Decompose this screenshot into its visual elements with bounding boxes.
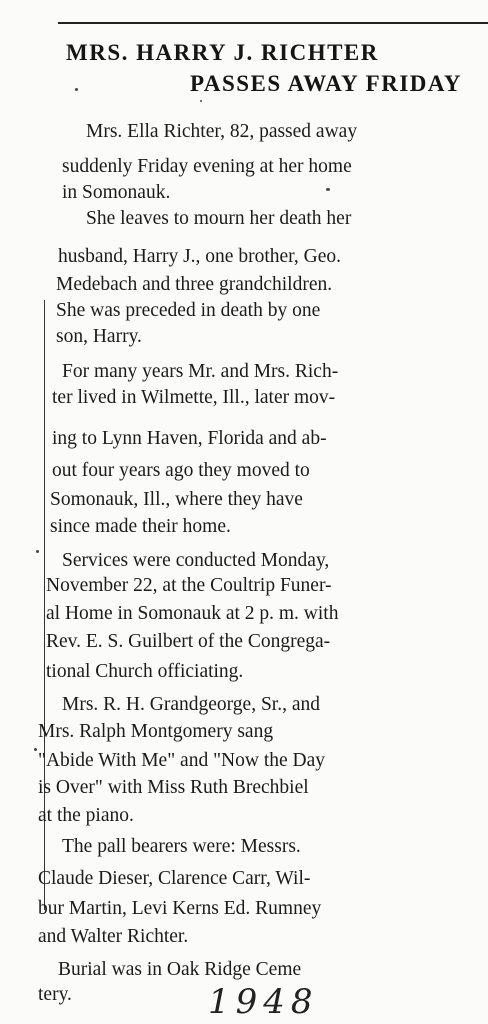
ink-speck bbox=[36, 550, 39, 553]
article-line: at the piano. bbox=[38, 805, 134, 826]
article-line: November 22, at the Coultrip Funer- bbox=[46, 575, 332, 596]
handwritten-year: 1948 bbox=[208, 982, 319, 1022]
ink-speck bbox=[75, 88, 78, 91]
article-line: husband, Harry J., one brother, Geo. bbox=[58, 246, 341, 267]
article-line: Medebach and three grandchildren. bbox=[56, 274, 333, 295]
article-line: tery. bbox=[38, 984, 72, 1005]
article-line: tional Church officiating. bbox=[46, 661, 244, 682]
headline-line-2: PASSES AWAY FRIDAY bbox=[190, 71, 462, 96]
article-line: and Walter Richter. bbox=[38, 926, 189, 947]
article-line: out four years ago they moved to bbox=[52, 460, 310, 481]
article-line: Burial was in Oak Ridge Ceme bbox=[58, 959, 302, 980]
article-line: is Over" with Miss Ruth Brechbiel bbox=[38, 777, 309, 798]
article-line: in Somonauk. bbox=[62, 182, 171, 203]
article-line: She was preceded in death by one bbox=[56, 300, 321, 321]
article-line: Services were conducted Monday, bbox=[62, 550, 330, 571]
article-line: bur Martin, Levi Kerns Ed. Rumney bbox=[38, 898, 322, 919]
article-line: Rev. E. S. Guilbert of the Congrega- bbox=[46, 631, 331, 652]
article-line: She leaves to mourn her death her bbox=[86, 208, 352, 229]
article-line: Claude Dieser, Clarence Carr, Wil- bbox=[38, 868, 311, 889]
article-line: ter lived in Wilmette, Ill., later mov- bbox=[52, 387, 336, 408]
article-line: The pall bearers were: Messrs. bbox=[62, 836, 301, 857]
article-line: Mrs. Ralph Montgomery sang bbox=[38, 721, 274, 742]
article-line: since made their home. bbox=[50, 516, 231, 537]
article-line: "Abide With Me" and "Now the Day bbox=[38, 750, 326, 771]
article-line: Mrs. R. H. Grandgeorge, Sr., and bbox=[62, 694, 320, 715]
ink-speck bbox=[34, 748, 37, 751]
article-line: For many years Mr. and Mrs. Rich- bbox=[62, 361, 339, 382]
article-line: ing to Lynn Haven, Florida and ab- bbox=[52, 428, 327, 449]
ink-speck bbox=[200, 100, 202, 102]
article-line: Somonauk, Ill., where they have bbox=[50, 489, 303, 510]
headline-line-1: MRS. HARRY J. RICHTER bbox=[66, 40, 379, 65]
article-line: al Home in Somonauk at 2 p. m. with bbox=[46, 603, 339, 624]
article-line: Mrs. Ella Richter, 82, passed away bbox=[86, 121, 358, 142]
article-line: son, Harry. bbox=[56, 326, 142, 347]
ink-speck bbox=[326, 188, 330, 191]
article-line: suddenly Friday evening at her home bbox=[62, 156, 352, 177]
